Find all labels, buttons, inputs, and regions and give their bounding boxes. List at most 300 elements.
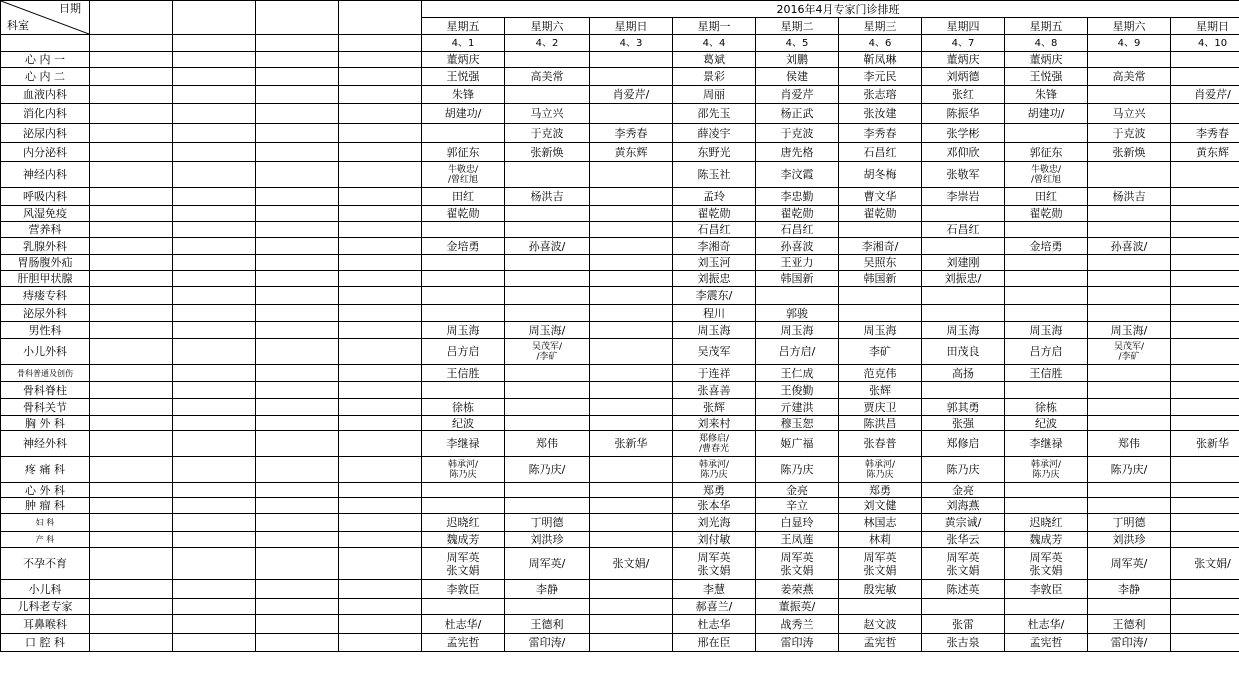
empty-cell[interactable] xyxy=(339,68,422,86)
empty-cell[interactable] xyxy=(173,222,256,238)
empty-cell[interactable] xyxy=(90,416,173,431)
empty-cell[interactable] xyxy=(339,498,422,514)
empty-cell[interactable] xyxy=(90,548,173,580)
doctor-cell[interactable]: 周军英/ xyxy=(505,548,590,580)
doctor-cell[interactable] xyxy=(1088,599,1171,615)
doctor-cell[interactable]: 葛斌 xyxy=(673,52,756,68)
doctor-cell[interactable]: 周军英 张文娟 xyxy=(1005,548,1088,580)
doctor-cell[interactable]: 王仁成 xyxy=(756,365,839,382)
doctor-cell[interactable]: 刘洪珍 xyxy=(1088,532,1171,548)
empty-cell[interactable] xyxy=(90,1,173,35)
empty-cell[interactable] xyxy=(173,514,256,532)
doctor-cell[interactable]: 贾庆卫 xyxy=(839,399,922,416)
doctor-cell[interactable] xyxy=(1088,287,1171,305)
doctor-cell[interactable]: 刘光海 xyxy=(673,514,756,532)
doctor-cell[interactable] xyxy=(590,599,673,615)
department-name[interactable]: 心 内 二 xyxy=(1,68,90,86)
doctor-cell[interactable]: 张文娟/ xyxy=(590,548,673,580)
empty-cell[interactable] xyxy=(90,365,173,382)
doctor-cell[interactable] xyxy=(590,399,673,416)
empty-cell[interactable] xyxy=(90,580,173,599)
doctor-cell[interactable]: 张雷 xyxy=(922,615,1005,634)
doctor-cell[interactable]: 陈振华 xyxy=(922,104,1005,124)
doctor-cell[interactable] xyxy=(1088,483,1171,498)
doctor-cell[interactable]: 陈述英 xyxy=(922,580,1005,599)
empty-cell[interactable] xyxy=(339,1,422,35)
doctor-cell[interactable]: 邵先玉 xyxy=(673,104,756,124)
doctor-cell[interactable]: 朱锋 xyxy=(422,86,505,104)
doctor-cell[interactable] xyxy=(590,532,673,548)
empty-cell[interactable] xyxy=(173,206,256,222)
doctor-cell[interactable] xyxy=(422,483,505,498)
doctor-cell[interactable] xyxy=(922,206,1005,222)
empty-cell[interactable] xyxy=(339,483,422,498)
doctor-cell[interactable]: 刘文健 xyxy=(839,498,922,514)
doctor-cell[interactable] xyxy=(1171,222,1239,238)
empty-cell[interactable] xyxy=(339,615,422,634)
empty-cell[interactable] xyxy=(173,416,256,431)
department-name[interactable]: 疼 痛 科 xyxy=(1,457,90,483)
doctor-cell[interactable]: 张本华 xyxy=(673,498,756,514)
empty-cell[interactable] xyxy=(173,634,256,652)
doctor-cell[interactable] xyxy=(590,238,673,255)
empty-cell[interactable] xyxy=(256,104,339,124)
doctor-cell[interactable] xyxy=(1088,52,1171,68)
doctor-cell[interactable]: 徐栋 xyxy=(422,399,505,416)
doctor-cell[interactable] xyxy=(590,68,673,86)
empty-cell[interactable] xyxy=(339,35,422,52)
doctor-cell[interactable]: 于克波 xyxy=(505,124,590,143)
doctor-cell[interactable]: 胡建功/ xyxy=(422,104,505,124)
empty-cell[interactable] xyxy=(256,514,339,532)
empty-cell[interactable] xyxy=(256,271,339,287)
empty-cell[interactable] xyxy=(256,86,339,104)
empty-cell[interactable] xyxy=(173,287,256,305)
doctor-cell[interactable]: 雷印涛/ xyxy=(505,634,590,652)
doctor-cell[interactable] xyxy=(1171,599,1239,615)
empty-cell[interactable] xyxy=(173,238,256,255)
empty-cell[interactable] xyxy=(339,255,422,271)
empty-cell[interactable] xyxy=(256,382,339,399)
doctor-cell[interactable] xyxy=(1171,305,1239,322)
empty-cell[interactable] xyxy=(90,104,173,124)
empty-cell[interactable] xyxy=(90,431,173,457)
doctor-cell[interactable] xyxy=(590,457,673,483)
empty-cell[interactable] xyxy=(90,322,173,339)
empty-cell[interactable] xyxy=(256,431,339,457)
doctor-cell[interactable] xyxy=(422,305,505,322)
doctor-cell[interactable]: 刘振忠 xyxy=(673,271,756,287)
doctor-cell[interactable] xyxy=(839,599,922,615)
doctor-cell[interactable] xyxy=(590,322,673,339)
doctor-cell[interactable]: 刘洪珍 xyxy=(505,532,590,548)
empty-cell[interactable] xyxy=(90,86,173,104)
doctor-cell[interactable] xyxy=(1171,483,1239,498)
doctor-cell[interactable]: 金培勇 xyxy=(1005,238,1088,255)
doctor-cell[interactable]: 石昌红 xyxy=(922,222,1005,238)
empty-cell[interactable] xyxy=(90,615,173,634)
doctor-cell[interactable] xyxy=(1171,382,1239,399)
doctor-cell[interactable]: 于连祥 xyxy=(673,365,756,382)
doctor-cell[interactable]: 董炳庆 xyxy=(1005,52,1088,68)
doctor-cell[interactable] xyxy=(922,305,1005,322)
empty-cell[interactable] xyxy=(90,382,173,399)
doctor-cell[interactable]: 高美常 xyxy=(1088,68,1171,86)
doctor-cell[interactable]: 杜志华/ xyxy=(1005,615,1088,634)
department-name[interactable]: 产 科 xyxy=(1,532,90,548)
doctor-cell[interactable] xyxy=(1171,322,1239,339)
empty-cell[interactable] xyxy=(90,124,173,143)
department-name[interactable]: 儿科老专家 xyxy=(1,599,90,615)
doctor-cell[interactable] xyxy=(590,287,673,305)
doctor-cell[interactable]: 刘鹏 xyxy=(756,52,839,68)
doctor-cell[interactable]: 刘付敏 xyxy=(673,532,756,548)
doctor-cell[interactable]: 刘玉河 xyxy=(673,255,756,271)
doctor-cell[interactable]: 王德利 xyxy=(1088,615,1171,634)
department-name[interactable]: 胸 外 科 xyxy=(1,416,90,431)
doctor-cell[interactable] xyxy=(1005,222,1088,238)
doctor-cell[interactable] xyxy=(1171,457,1239,483)
doctor-cell[interactable] xyxy=(590,339,673,365)
doctor-cell[interactable]: 张志瑢 xyxy=(839,86,922,104)
department-name[interactable]: 神经外科 xyxy=(1,431,90,457)
doctor-cell[interactable] xyxy=(422,271,505,287)
doctor-cell[interactable]: 孟宪哲 xyxy=(1005,634,1088,652)
empty-cell[interactable] xyxy=(256,1,339,35)
doctor-cell[interactable]: 马立兴 xyxy=(1088,104,1171,124)
department-name[interactable]: 血液内科 xyxy=(1,86,90,104)
doctor-cell[interactable] xyxy=(505,52,590,68)
doctor-cell[interactable]: 郑伟 xyxy=(1088,431,1171,457)
doctor-cell[interactable]: 田红 xyxy=(1005,188,1088,206)
doctor-cell[interactable] xyxy=(1171,514,1239,532)
doctor-cell[interactable]: 周军英 张文娟 xyxy=(756,548,839,580)
doctor-cell[interactable]: 李继禄 xyxy=(1005,431,1088,457)
empty-cell[interactable] xyxy=(339,416,422,431)
doctor-cell[interactable]: 郭其勇 xyxy=(922,399,1005,416)
doctor-cell[interactable]: 李湘奇/ xyxy=(839,238,922,255)
doctor-cell[interactable]: 李静 xyxy=(1088,580,1171,599)
doctor-cell[interactable]: 周军英 张文娟 xyxy=(922,548,1005,580)
doctor-cell[interactable] xyxy=(1171,255,1239,271)
empty-cell[interactable] xyxy=(339,305,422,322)
empty-cell[interactable] xyxy=(256,322,339,339)
doctor-cell[interactable] xyxy=(505,206,590,222)
department-name[interactable]: 呼吸内科 xyxy=(1,188,90,206)
doctor-cell[interactable]: 肖爱芹/ xyxy=(1171,86,1239,104)
doctor-cell[interactable]: 李湘奇 xyxy=(673,238,756,255)
doctor-cell[interactable] xyxy=(505,162,590,188)
empty-cell[interactable] xyxy=(339,382,422,399)
doctor-cell[interactable] xyxy=(1171,271,1239,287)
doctor-cell[interactable]: 周玉海 xyxy=(1005,322,1088,339)
doctor-cell[interactable] xyxy=(505,498,590,514)
department-name[interactable]: 痔瘘专科 xyxy=(1,287,90,305)
doctor-cell[interactable]: 郭征东 xyxy=(1005,143,1088,162)
doctor-cell[interactable] xyxy=(1171,416,1239,431)
doctor-cell[interactable] xyxy=(1005,599,1088,615)
empty-cell[interactable] xyxy=(256,238,339,255)
doctor-cell[interactable]: 郑修启/ /曹春光 xyxy=(673,431,756,457)
doctor-cell[interactable]: 郑勇 xyxy=(839,483,922,498)
department-name[interactable]: 乳腺外科 xyxy=(1,238,90,255)
doctor-cell[interactable]: 周玉海/ xyxy=(1088,322,1171,339)
doctor-cell[interactable]: 李敦臣 xyxy=(422,580,505,599)
empty-cell[interactable] xyxy=(90,206,173,222)
doctor-cell[interactable] xyxy=(505,255,590,271)
doctor-cell[interactable] xyxy=(505,222,590,238)
doctor-cell[interactable] xyxy=(590,365,673,382)
doctor-cell[interactable] xyxy=(1005,305,1088,322)
doctor-cell[interactable] xyxy=(422,287,505,305)
doctor-cell[interactable] xyxy=(1005,271,1088,287)
doctor-cell[interactable]: 周军英 张文娟 xyxy=(422,548,505,580)
doctor-cell[interactable]: 孙喜波/ xyxy=(1088,238,1171,255)
doctor-cell[interactable] xyxy=(756,287,839,305)
doctor-cell[interactable]: 赵文波 xyxy=(839,615,922,634)
doctor-cell[interactable]: 肖爱芹/ xyxy=(590,86,673,104)
doctor-cell[interactable]: 董炳庆 xyxy=(922,52,1005,68)
doctor-cell[interactable]: 张辉 xyxy=(673,399,756,416)
doctor-cell[interactable] xyxy=(1171,287,1239,305)
empty-cell[interactable] xyxy=(256,287,339,305)
doctor-cell[interactable]: 张文娟/ xyxy=(1171,548,1239,580)
doctor-cell[interactable] xyxy=(1088,416,1171,431)
empty-cell[interactable] xyxy=(339,162,422,188)
doctor-cell[interactable] xyxy=(922,382,1005,399)
empty-cell[interactable] xyxy=(90,188,173,206)
doctor-cell[interactable]: 牛敬忠/ /曾红旭 xyxy=(422,162,505,188)
doctor-cell[interactable]: 殷宪敏 xyxy=(839,580,922,599)
empty-cell[interactable] xyxy=(339,86,422,104)
empty-cell[interactable] xyxy=(173,365,256,382)
empty-cell[interactable] xyxy=(90,599,173,615)
doctor-cell[interactable] xyxy=(1088,222,1171,238)
department-name[interactable]: 肿 瘤 科 xyxy=(1,498,90,514)
doctor-cell[interactable]: 朱锋 xyxy=(1005,86,1088,104)
empty-cell[interactable] xyxy=(256,188,339,206)
doctor-cell[interactable]: 胡冬梅 xyxy=(839,162,922,188)
empty-cell[interactable] xyxy=(90,162,173,188)
empty-cell[interactable] xyxy=(256,339,339,365)
doctor-cell[interactable]: 李崇岩 xyxy=(922,188,1005,206)
empty-cell[interactable] xyxy=(339,124,422,143)
empty-cell[interactable] xyxy=(339,222,422,238)
doctor-cell[interactable]: 张古泉 xyxy=(922,634,1005,652)
department-name[interactable]: 肝胆甲状腺 xyxy=(1,271,90,287)
doctor-cell[interactable]: 李忠勤 xyxy=(756,188,839,206)
doctor-cell[interactable]: 徐栋 xyxy=(1005,399,1088,416)
doctor-cell[interactable]: 陈乃庆 xyxy=(922,457,1005,483)
doctor-cell[interactable] xyxy=(1171,206,1239,222)
doctor-cell[interactable] xyxy=(590,514,673,532)
doctor-cell[interactable] xyxy=(1005,124,1088,143)
empty-cell[interactable] xyxy=(173,305,256,322)
doctor-cell[interactable]: 王悦强 xyxy=(422,68,505,86)
empty-cell[interactable] xyxy=(90,52,173,68)
doctor-cell[interactable]: 刘建刚 xyxy=(922,255,1005,271)
doctor-cell[interactable] xyxy=(1171,188,1239,206)
doctor-cell[interactable] xyxy=(505,599,590,615)
doctor-cell[interactable]: 姜荣燕 xyxy=(756,580,839,599)
doctor-cell[interactable]: 金培勇 xyxy=(422,238,505,255)
doctor-cell[interactable] xyxy=(839,287,922,305)
doctor-cell[interactable]: 杨洪吉 xyxy=(1088,188,1171,206)
doctor-cell[interactable]: 王凤莲 xyxy=(756,532,839,548)
empty-cell[interactable] xyxy=(173,188,256,206)
empty-cell[interactable] xyxy=(173,599,256,615)
empty-cell[interactable] xyxy=(90,399,173,416)
doctor-cell[interactable]: 魏成芳 xyxy=(422,532,505,548)
doctor-cell[interactable] xyxy=(922,287,1005,305)
doctor-cell[interactable] xyxy=(422,599,505,615)
empty-cell[interactable] xyxy=(256,483,339,498)
doctor-cell[interactable] xyxy=(590,52,673,68)
doctor-cell[interactable]: 林国志 xyxy=(839,514,922,532)
empty-cell[interactable] xyxy=(90,287,173,305)
empty-cell[interactable] xyxy=(173,457,256,483)
empty-cell[interactable] xyxy=(339,365,422,382)
empty-cell[interactable] xyxy=(90,483,173,498)
doctor-cell[interactable]: 陈乃庆 xyxy=(756,457,839,483)
doctor-cell[interactable]: 李矿 xyxy=(839,339,922,365)
department-name[interactable]: 胃肠腹外疝 xyxy=(1,255,90,271)
empty-cell[interactable] xyxy=(256,416,339,431)
department-name[interactable]: 内分泌科 xyxy=(1,143,90,162)
doctor-cell[interactable]: 李元民 xyxy=(839,68,922,86)
doctor-cell[interactable] xyxy=(422,498,505,514)
empty-cell[interactable] xyxy=(339,599,422,615)
empty-cell[interactable] xyxy=(256,35,339,52)
doctor-cell[interactable]: 辛立 xyxy=(756,498,839,514)
doctor-cell[interactable] xyxy=(590,615,673,634)
doctor-cell[interactable]: 张红 xyxy=(922,86,1005,104)
doctor-cell[interactable]: 吴照东 xyxy=(839,255,922,271)
empty-cell[interactable] xyxy=(90,532,173,548)
doctor-cell[interactable] xyxy=(1171,339,1239,365)
doctor-cell[interactable]: 翟乾勋 xyxy=(756,206,839,222)
doctor-cell[interactable] xyxy=(505,305,590,322)
empty-cell[interactable] xyxy=(256,580,339,599)
doctor-cell[interactable]: 张学彬 xyxy=(922,124,1005,143)
empty-cell[interactable] xyxy=(339,431,422,457)
doctor-cell[interactable]: 孙喜波/ xyxy=(505,238,590,255)
empty-cell[interactable] xyxy=(90,238,173,255)
doctor-cell[interactable] xyxy=(422,124,505,143)
doctor-cell[interactable]: 姬广福 xyxy=(756,431,839,457)
empty-cell[interactable] xyxy=(339,52,422,68)
doctor-cell[interactable] xyxy=(505,483,590,498)
doctor-cell[interactable]: 孟宪哲 xyxy=(839,634,922,652)
empty-cell[interactable] xyxy=(339,514,422,532)
empty-cell[interactable] xyxy=(90,255,173,271)
empty-cell[interactable] xyxy=(339,104,422,124)
doctor-cell[interactable]: 东野光 xyxy=(673,143,756,162)
doctor-cell[interactable] xyxy=(1171,162,1239,188)
empty-cell[interactable] xyxy=(256,68,339,86)
doctor-cell[interactable]: 王德利 xyxy=(505,615,590,634)
doctor-cell[interactable] xyxy=(505,271,590,287)
doctor-cell[interactable] xyxy=(505,399,590,416)
doctor-cell[interactable]: 高扬 xyxy=(922,365,1005,382)
doctor-cell[interactable]: 李震东/ xyxy=(673,287,756,305)
empty-cell[interactable] xyxy=(256,532,339,548)
empty-cell[interactable] xyxy=(339,143,422,162)
doctor-cell[interactable]: 李静 xyxy=(505,580,590,599)
doctor-cell[interactable]: 穆玉恕 xyxy=(756,416,839,431)
department-name[interactable]: 泌尿内科 xyxy=(1,124,90,143)
doctor-cell[interactable]: 王亚力 xyxy=(756,255,839,271)
doctor-cell[interactable]: 肖爱芹 xyxy=(756,86,839,104)
doctor-cell[interactable] xyxy=(505,365,590,382)
doctor-cell[interactable]: 周玉海 xyxy=(756,322,839,339)
doctor-cell[interactable]: 田茂良 xyxy=(922,339,1005,365)
empty-cell[interactable] xyxy=(339,287,422,305)
empty-cell[interactable] xyxy=(90,339,173,365)
empty-cell[interactable] xyxy=(90,271,173,287)
empty-cell[interactable] xyxy=(256,206,339,222)
doctor-cell[interactable]: 张华云 xyxy=(922,532,1005,548)
doctor-cell[interactable]: 李秀春 xyxy=(1171,124,1239,143)
doctor-cell[interactable] xyxy=(922,238,1005,255)
department-name[interactable]: 小儿外科 xyxy=(1,339,90,365)
doctor-cell[interactable]: 范克伟 xyxy=(839,365,922,382)
doctor-cell[interactable] xyxy=(1005,382,1088,399)
empty-cell[interactable] xyxy=(256,615,339,634)
doctor-cell[interactable]: 吴茂军 xyxy=(673,339,756,365)
doctor-cell[interactable]: 陈洪昌 xyxy=(839,416,922,431)
empty-cell[interactable] xyxy=(173,399,256,416)
doctor-cell[interactable]: 王俊勤 xyxy=(756,382,839,399)
empty-cell[interactable] xyxy=(339,206,422,222)
doctor-cell[interactable]: 郑勇 xyxy=(673,483,756,498)
empty-cell[interactable] xyxy=(339,399,422,416)
doctor-cell[interactable]: 侯建 xyxy=(756,68,839,86)
empty-cell[interactable] xyxy=(173,498,256,514)
department-name[interactable]: 心 内 一 xyxy=(1,52,90,68)
doctor-cell[interactable]: 田红 xyxy=(422,188,505,206)
doctor-cell[interactable]: 张敬军 xyxy=(922,162,1005,188)
empty-cell[interactable] xyxy=(90,305,173,322)
doctor-cell[interactable]: 林莉 xyxy=(839,532,922,548)
doctor-cell[interactable] xyxy=(590,206,673,222)
doctor-cell[interactable]: 刘海燕 xyxy=(922,498,1005,514)
doctor-cell[interactable]: 迟晓红 xyxy=(422,514,505,532)
empty-cell[interactable] xyxy=(90,68,173,86)
doctor-cell[interactable]: 陈乃庆/ xyxy=(505,457,590,483)
doctor-cell[interactable] xyxy=(505,86,590,104)
doctor-cell[interactable] xyxy=(1171,634,1239,652)
doctor-cell[interactable] xyxy=(839,305,922,322)
doctor-cell[interactable]: 李继禄 xyxy=(422,431,505,457)
empty-cell[interactable] xyxy=(1,35,90,52)
doctor-cell[interactable] xyxy=(1171,532,1239,548)
doctor-cell[interactable] xyxy=(590,162,673,188)
doctor-cell[interactable] xyxy=(590,222,673,238)
doctor-cell[interactable]: 孟玲 xyxy=(673,188,756,206)
doctor-cell[interactable]: 周军英/ xyxy=(1088,548,1171,580)
empty-cell[interactable] xyxy=(90,35,173,52)
doctor-cell[interactable]: 魏成芳 xyxy=(1005,532,1088,548)
doctor-cell[interactable]: 靳凤琳 xyxy=(839,52,922,68)
doctor-cell[interactable]: 翟乾勋 xyxy=(1005,206,1088,222)
doctor-cell[interactable] xyxy=(422,255,505,271)
doctor-cell[interactable] xyxy=(1088,399,1171,416)
doctor-cell[interactable]: 韩承河/ 陈乃庆 xyxy=(422,457,505,483)
empty-cell[interactable] xyxy=(173,322,256,339)
doctor-cell[interactable]: 战秀兰 xyxy=(756,615,839,634)
doctor-cell[interactable]: 刘炳德 xyxy=(922,68,1005,86)
